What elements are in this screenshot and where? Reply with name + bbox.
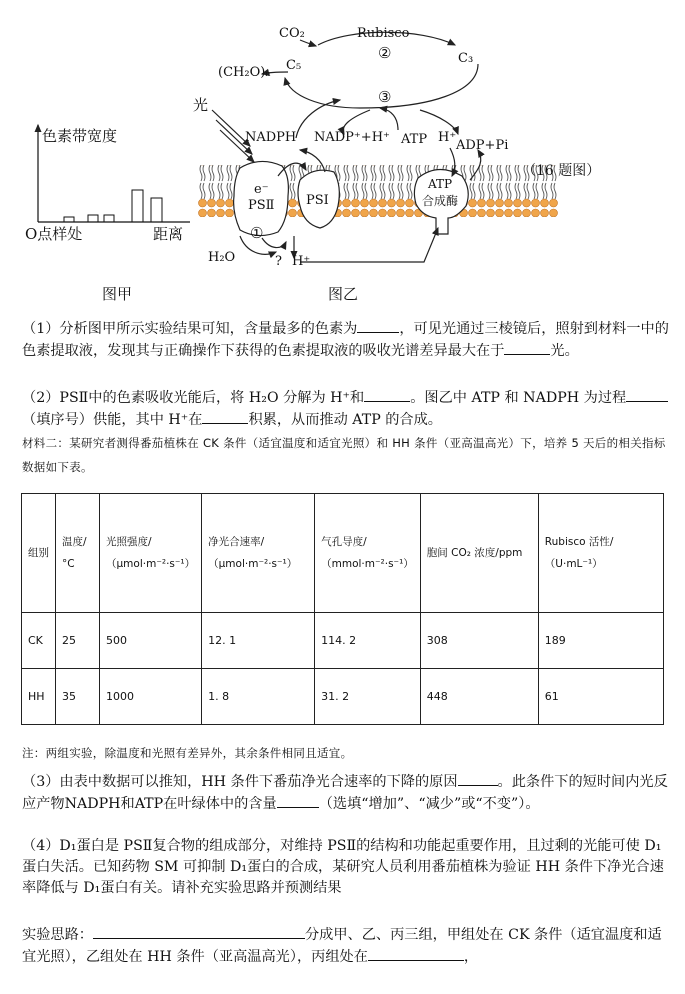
fig-jia-ylabel: 色素带宽度 xyxy=(42,127,118,145)
table-cell: 12. 1 xyxy=(202,613,315,669)
fig-jia-x-end: 距离 xyxy=(153,225,184,243)
table-cell: 1. 8 xyxy=(202,669,315,725)
data-table xyxy=(21,493,664,725)
answer-blank[interactable] xyxy=(458,771,498,786)
label-hplus-bottom: H⁺ xyxy=(292,254,311,269)
table-row xyxy=(22,669,664,725)
material-2: 材料二：某研究者测得番茄植株在 CK 条件（适宜温度和适宜光照）和 HH 条件（亚高温高光）下，培养 5 天后的相关指标数据如下表。 xyxy=(22,436,666,474)
table-header-cell: 气孔导度/（mmol·m⁻²·s⁻¹） xyxy=(315,494,421,613)
question-4: （4）D₁蛋白是 PSⅡ复合物的组成部分，对维持 PSⅡ的结构和功能起重要作用，且过剩的光能可使 D₁蛋白失活。已知药物 SM 可抑制 D₁蛋白的合成，某研究人员利用番茄植株为验证 HH 条件下净光合速率降低与 D₁蛋白有关。请补充实验思路并预测结果 xyxy=(22,838,664,896)
label-c3: C₃ xyxy=(458,51,474,66)
label-nadph: NADPH xyxy=(245,130,297,145)
figure-area xyxy=(0,0,685,310)
question-1: （1）分析图甲所示实验结果可知，含量最多的色素为 ，可见光通过三棱镜后，照射到材料一中的色素提取液，发现其与正确操作下获得的色素提取液的吸收光谱差异最大在于 光。 xyxy=(22,318,672,362)
label-step2: ② xyxy=(378,44,392,62)
table-cell: 500 xyxy=(100,613,202,669)
table-note: 注：两组实验，除温度和光照有差异外，其余条件相同且适宜。 xyxy=(22,746,353,760)
table-header-cell: 光照强度/（μmol·m⁻²·s⁻¹） xyxy=(100,494,202,613)
label-eminus: e⁻ xyxy=(254,182,269,197)
answer-blank[interactable] xyxy=(277,793,319,808)
table-cell: 35 xyxy=(56,669,100,725)
question-2: （2）PSⅡ中的色素吸收光能后，将 H₂O 分解为 H⁺和 。图乙中 ATP 和 NADPH 为过程（填序号）供能，其中 H⁺在 积累，从而推动 ATP 的合成。 xyxy=(22,387,672,431)
table-cell: 308 xyxy=(420,613,538,669)
table-cell: 448 xyxy=(420,669,538,725)
figure-tag: （16 题图） xyxy=(522,163,601,179)
label-atp-synthase-2: 合成酶 xyxy=(422,194,459,208)
label-ch2o: (CH₂O)ₙ xyxy=(218,65,271,80)
table-cell: 31. 2 xyxy=(315,669,421,725)
table-cell: 1000 xyxy=(100,669,202,725)
pigment-band-5 xyxy=(151,198,162,222)
pigment-band-2 xyxy=(88,215,98,222)
label-atp-synthase-1: ATP xyxy=(428,177,453,191)
label-nadp: NADP⁺+H⁺ xyxy=(314,130,390,145)
label-ps2: PSⅡ xyxy=(248,198,275,213)
answer-blank[interactable] xyxy=(93,924,305,939)
table-cell: 25 xyxy=(56,613,100,669)
label-h2o: H₂O xyxy=(208,250,236,265)
answer-blank[interactable] xyxy=(368,946,464,961)
fig-jia-x-origin: O点样处 xyxy=(25,225,83,243)
table-cell: 114. 2 xyxy=(315,613,421,669)
table-header-cell: Rubisco 活性/（U·mL⁻¹） xyxy=(538,494,663,613)
answer-blank[interactable] xyxy=(364,387,410,402)
table-cell: 61 xyxy=(538,669,663,725)
label-co2: CO₂ xyxy=(279,26,305,41)
fig-yi-caption: 图乙 xyxy=(328,285,359,303)
table-header-cell: 温度/°C xyxy=(56,494,100,613)
pigment-band-4 xyxy=(132,190,143,222)
label-light: 光 xyxy=(193,96,209,114)
label-question: ? xyxy=(275,254,282,269)
label-step3: ③ xyxy=(378,88,392,106)
table-header-row xyxy=(22,494,664,613)
table-cell: CK xyxy=(22,613,56,669)
label-step1: ① xyxy=(250,224,264,242)
answer-blank[interactable] xyxy=(504,340,550,355)
pigment-band-3 xyxy=(104,215,114,222)
answer-blank[interactable] xyxy=(626,387,668,402)
label-hplus-top: H⁺ xyxy=(438,130,457,145)
table-header-cell: 胞间 CO₂ 浓度/ppm xyxy=(420,494,538,613)
label-ps1: PSⅠ xyxy=(306,193,329,208)
label-adp: ADP+Pi xyxy=(456,138,509,153)
fig-jia-caption: 图甲 xyxy=(102,285,133,303)
table-row xyxy=(22,613,664,669)
answer-blank[interactable] xyxy=(357,318,399,333)
table-header-cell: 净光合速率/（μmol·m⁻²·s⁻¹） xyxy=(202,494,315,613)
table-cell: HH xyxy=(22,669,56,725)
table-cell: 189 xyxy=(538,613,663,669)
answer-blank[interactable] xyxy=(202,409,248,424)
question-3: （3）由表中数据可以推知，HH 条件下番茄净光合速率的下降的原因 。此条件下的短时间内光反应产物NADPH和ATP在叶绿体中的含量 （选填“增加”、“减少”或“不变”）。 xyxy=(22,771,672,815)
label-rubisco: Rubisco xyxy=(357,26,410,41)
table-header-cell: 组别 xyxy=(22,494,56,613)
experiment-idea: 实验思路： 分成甲、乙、丙三组，甲组处在 CK 条件（适宜温度和适宜光照），乙组处在 HH 条件（亚高温高光），丙组处在 ， xyxy=(22,924,672,968)
label-c5: C₅ xyxy=(286,58,302,73)
pigment-band-1 xyxy=(64,217,74,222)
label-atp: ATP xyxy=(401,132,428,147)
